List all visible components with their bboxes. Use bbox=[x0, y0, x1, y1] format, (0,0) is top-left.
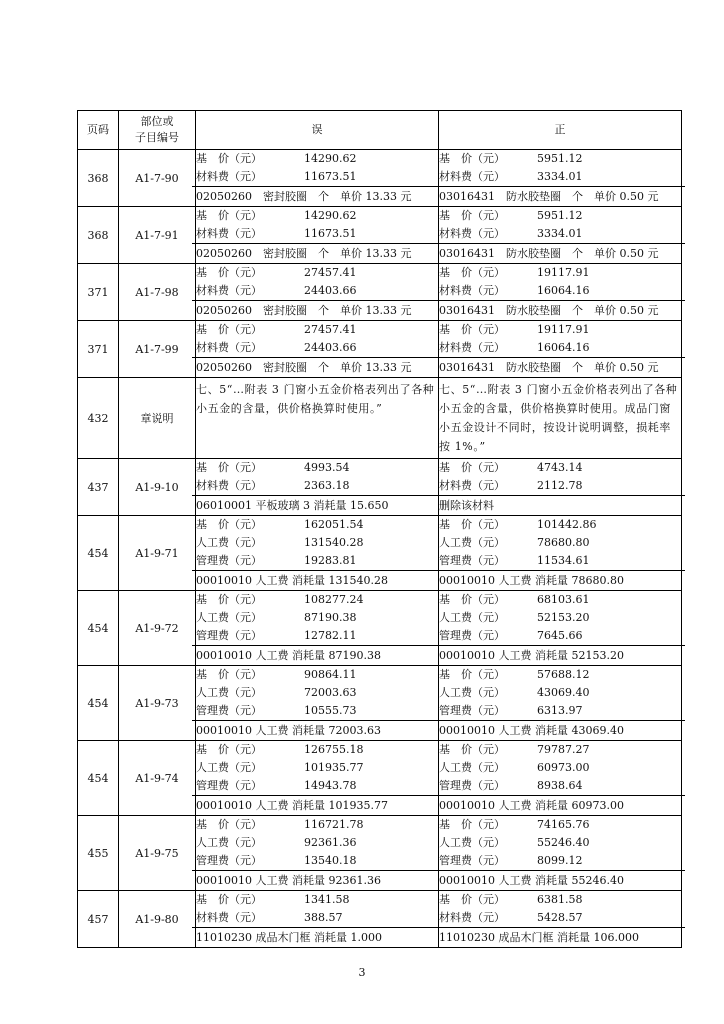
value-amount: 162051.54 bbox=[304, 518, 364, 531]
value-label: 人工费（元） bbox=[196, 536, 262, 549]
page-cell: 371 bbox=[78, 264, 119, 321]
right-material-line: 03016431 防水胶垫圈 个 单价 0.50 元 bbox=[435, 186, 685, 206]
value-amount: 2112.78 bbox=[537, 479, 583, 492]
value-line bbox=[439, 702, 681, 720]
value-amount: 11673.51 bbox=[304, 227, 357, 240]
value-amount: 19283.81 bbox=[304, 554, 357, 567]
page-cell: 454 bbox=[78, 591, 119, 666]
value-label: 材料费（元） bbox=[439, 341, 505, 354]
code-cell: A1-9-75 bbox=[119, 816, 196, 891]
value-line bbox=[439, 891, 681, 909]
value-label: 基 价（元） bbox=[439, 266, 505, 279]
value-amount: 24403.66 bbox=[304, 284, 357, 297]
value-line bbox=[439, 684, 681, 702]
value-label: 基 价（元） bbox=[439, 518, 505, 531]
value-line bbox=[439, 207, 681, 225]
value-amount: 5951.12 bbox=[537, 209, 583, 222]
value-label: 基 价（元） bbox=[439, 668, 505, 681]
value-amount: 16064.16 bbox=[537, 284, 590, 297]
page-cell: 437 bbox=[78, 459, 119, 516]
table-row bbox=[78, 816, 682, 891]
value-label: 人工费（元） bbox=[196, 686, 262, 699]
wrong-material-line: 00010010 人工费 消耗量 101935.77 bbox=[192, 795, 442, 815]
value-line bbox=[439, 852, 681, 870]
wrong-material-line: 02050260 密封胶圈 个 单价 13.33 元 bbox=[192, 357, 442, 377]
value-label: 管理费（元） bbox=[196, 554, 262, 567]
value-line bbox=[439, 816, 681, 834]
value-line bbox=[196, 816, 438, 834]
code-cell: A1-9-71 bbox=[119, 516, 196, 591]
code-cell: A1-9-10 bbox=[119, 459, 196, 516]
value-amount: 87190.38 bbox=[304, 611, 357, 624]
value-line bbox=[196, 264, 438, 282]
value-amount: 14290.62 bbox=[304, 209, 357, 222]
value-amount: 19117.91 bbox=[537, 266, 590, 279]
value-line bbox=[439, 477, 681, 495]
value-line bbox=[439, 759, 681, 777]
wrong-cell bbox=[196, 891, 439, 948]
value-label: 管理费（元） bbox=[439, 704, 505, 717]
value-label: 人工费（元） bbox=[439, 836, 505, 849]
value-label: 人工费（元） bbox=[196, 761, 262, 774]
page-cell: 368 bbox=[78, 150, 119, 207]
value-line bbox=[439, 168, 681, 186]
value-line bbox=[196, 225, 438, 243]
value-label: 管理费（元） bbox=[196, 779, 262, 792]
value-amount: 3334.01 bbox=[537, 170, 583, 183]
right-text: 七、5“…附表 3 门窗小五金价格表列出了各种小五金的含量，供价格换算时使用。成品门窗小五金设计不同时，按设计说明调整，损耗率按 1%。” bbox=[439, 383, 678, 453]
value-line bbox=[196, 168, 438, 186]
value-label: 材料费（元） bbox=[196, 911, 262, 924]
value-line bbox=[196, 282, 438, 300]
table-row bbox=[78, 741, 682, 816]
value-label: 基 价（元） bbox=[439, 743, 505, 756]
value-label: 人工费（元） bbox=[439, 536, 505, 549]
value-label: 基 价（元） bbox=[196, 152, 262, 165]
right-cell bbox=[439, 516, 682, 591]
right-cell bbox=[439, 816, 682, 891]
page-cell: 454 bbox=[78, 516, 119, 591]
value-label: 基 价（元） bbox=[196, 323, 262, 336]
code-cell: A1-7-90 bbox=[119, 150, 196, 207]
page-cell: 457 bbox=[78, 891, 119, 948]
value-amount: 10555.73 bbox=[304, 704, 357, 717]
value-line bbox=[439, 591, 681, 609]
right-cell bbox=[439, 150, 682, 207]
value-line bbox=[439, 627, 681, 645]
wrong-cell bbox=[196, 516, 439, 591]
value-line bbox=[196, 321, 438, 339]
value-line bbox=[439, 834, 681, 852]
value-label: 人工费（元） bbox=[196, 836, 262, 849]
right-cell bbox=[439, 207, 682, 264]
value-amount: 19117.91 bbox=[537, 323, 590, 336]
wrong-material-line: 06010001 平板玻璃 3 消耗量 15.650 bbox=[192, 495, 442, 515]
value-amount: 72003.63 bbox=[304, 686, 357, 699]
value-amount: 27457.41 bbox=[304, 266, 357, 279]
value-line bbox=[196, 609, 438, 627]
value-line bbox=[439, 666, 681, 684]
value-line bbox=[439, 516, 681, 534]
right-material-line: 00010010 人工费 消耗量 52153.20 bbox=[435, 645, 685, 665]
value-amount: 126755.18 bbox=[304, 743, 364, 756]
value-label: 材料费（元） bbox=[439, 284, 505, 297]
table-row bbox=[78, 666, 682, 741]
value-label: 基 价（元） bbox=[196, 461, 262, 474]
value-amount: 8099.12 bbox=[537, 854, 583, 867]
value-line bbox=[439, 264, 681, 282]
value-line bbox=[196, 459, 438, 477]
errata-table bbox=[77, 110, 682, 948]
value-amount: 78680.80 bbox=[537, 536, 590, 549]
wrong-material-line: 00010010 人工费 消耗量 131540.28 bbox=[192, 570, 442, 590]
wrong-cell bbox=[196, 321, 439, 378]
value-label: 基 价（元） bbox=[439, 893, 505, 906]
value-label: 基 价（元） bbox=[439, 323, 505, 336]
wrong-cell bbox=[196, 378, 439, 459]
value-line bbox=[439, 150, 681, 168]
value-amount: 6313.97 bbox=[537, 704, 583, 717]
right-cell bbox=[439, 891, 682, 948]
table-row bbox=[78, 516, 682, 591]
value-amount: 14290.62 bbox=[304, 152, 357, 165]
wrong-text: 七、5“…附表 3 门窗小五金价格表列出了各种小五金的含量，供价格换算时使用。” bbox=[196, 383, 435, 415]
wrong-material-line: 11010230 成品木门框 消耗量 1.000 bbox=[192, 927, 442, 947]
wrong-cell bbox=[196, 816, 439, 891]
page-cell: 432 bbox=[78, 378, 119, 459]
table-row bbox=[78, 591, 682, 666]
right-material-line: 03016431 防水胶垫圈 个 单价 0.50 元 bbox=[435, 243, 685, 263]
value-line bbox=[196, 684, 438, 702]
value-amount: 5428.57 bbox=[537, 911, 583, 924]
value-line bbox=[439, 741, 681, 759]
value-amount: 60973.00 bbox=[537, 761, 590, 774]
right-cell bbox=[439, 321, 682, 378]
value-label: 管理费（元） bbox=[196, 704, 262, 717]
value-amount: 2363.18 bbox=[304, 479, 350, 492]
value-line bbox=[196, 552, 438, 570]
value-line bbox=[196, 702, 438, 720]
value-label: 材料费（元） bbox=[196, 284, 262, 297]
value-line bbox=[439, 552, 681, 570]
page-cell: 454 bbox=[78, 666, 119, 741]
value-line bbox=[196, 534, 438, 552]
value-label: 基 价（元） bbox=[196, 593, 262, 606]
value-amount: 8938.64 bbox=[537, 779, 583, 792]
right-material-line: 03016431 防水胶垫圈 个 单价 0.50 元 bbox=[435, 300, 685, 320]
page-number: 3 bbox=[358, 966, 366, 979]
header-row bbox=[78, 111, 682, 150]
value-label: 人工费（元） bbox=[439, 761, 505, 774]
right-material-line: 00010010 人工费 消耗量 60973.00 bbox=[435, 795, 685, 815]
table-row bbox=[78, 378, 682, 459]
value-label: 基 价（元） bbox=[439, 152, 505, 165]
value-line bbox=[439, 282, 681, 300]
value-line bbox=[196, 150, 438, 168]
value-amount: 4993.54 bbox=[304, 461, 350, 474]
code-cell: 章说明 bbox=[119, 378, 196, 459]
value-amount: 11534.61 bbox=[537, 554, 590, 567]
value-amount: 108277.24 bbox=[304, 593, 364, 606]
code-cell: A1-9-72 bbox=[119, 591, 196, 666]
value-label: 人工费（元） bbox=[439, 611, 505, 624]
value-line bbox=[196, 777, 438, 795]
value-line bbox=[439, 225, 681, 243]
value-label: 材料费（元） bbox=[439, 911, 505, 924]
right-material-line: 00010010 人工费 消耗量 55246.40 bbox=[435, 870, 685, 890]
wrong-material-line: 02050260 密封胶圈 个 单价 13.33 元 bbox=[192, 243, 442, 263]
value-amount: 43069.40 bbox=[537, 686, 590, 699]
value-amount: 57688.12 bbox=[537, 668, 590, 681]
value-line bbox=[196, 891, 438, 909]
value-line bbox=[439, 321, 681, 339]
value-line bbox=[196, 516, 438, 534]
value-label: 基 价（元） bbox=[439, 818, 505, 831]
value-amount: 101935.77 bbox=[304, 761, 364, 774]
value-amount: 388.57 bbox=[304, 911, 343, 924]
page-cell: 455 bbox=[78, 816, 119, 891]
right-material-line: 11010230 成品木门框 消耗量 106.000 bbox=[435, 927, 685, 947]
page-cell: 454 bbox=[78, 741, 119, 816]
value-amount: 4743.14 bbox=[537, 461, 583, 474]
wrong-material-line: 00010010 人工费 消耗量 92361.36 bbox=[192, 870, 442, 890]
value-label: 基 价（元） bbox=[439, 461, 505, 474]
page-cell: 368 bbox=[78, 207, 119, 264]
value-amount: 52153.20 bbox=[537, 611, 590, 624]
value-line bbox=[196, 477, 438, 495]
value-amount: 55246.40 bbox=[537, 836, 590, 849]
value-label: 材料费（元） bbox=[196, 341, 262, 354]
value-label: 基 价（元） bbox=[196, 668, 262, 681]
value-label: 管理费（元） bbox=[439, 779, 505, 792]
table-row bbox=[78, 150, 682, 207]
right-cell bbox=[439, 264, 682, 321]
code-cell: A1-7-98 bbox=[119, 264, 196, 321]
value-label: 材料费（元） bbox=[196, 170, 262, 183]
value-label: 管理费（元） bbox=[439, 854, 505, 867]
value-label: 材料费（元） bbox=[196, 227, 262, 240]
value-label: 材料费（元） bbox=[439, 479, 505, 492]
value-amount: 6381.58 bbox=[537, 893, 583, 906]
value-label: 人工费（元） bbox=[439, 686, 505, 699]
value-amount: 101442.86 bbox=[537, 518, 597, 531]
value-amount: 13540.18 bbox=[304, 854, 357, 867]
wrong-cell bbox=[196, 741, 439, 816]
wrong-cell bbox=[196, 666, 439, 741]
header-wrong: 误 bbox=[196, 111, 439, 150]
code-cell: A1-7-91 bbox=[119, 207, 196, 264]
wrong-material-line: 02050260 密封胶圈 个 单价 13.33 元 bbox=[192, 186, 442, 206]
table-row bbox=[78, 264, 682, 321]
header-page: 页码 bbox=[78, 111, 119, 150]
header-code bbox=[119, 111, 196, 150]
value-label: 基 价（元） bbox=[439, 209, 505, 222]
wrong-cell bbox=[196, 207, 439, 264]
value-line bbox=[196, 591, 438, 609]
value-amount: 90864.11 bbox=[304, 668, 357, 681]
value-line bbox=[196, 834, 438, 852]
table-row bbox=[78, 321, 682, 378]
value-line bbox=[439, 777, 681, 795]
right-material-line: 删除该材料 bbox=[435, 495, 685, 515]
value-label: 基 价（元） bbox=[196, 743, 262, 756]
value-amount: 79787.27 bbox=[537, 743, 590, 756]
value-amount: 131540.28 bbox=[304, 536, 364, 549]
wrong-cell bbox=[196, 150, 439, 207]
value-amount: 116721.78 bbox=[304, 818, 364, 831]
right-material-line: 00010010 人工费 消耗量 43069.40 bbox=[435, 720, 685, 740]
value-label: 材料费（元） bbox=[439, 227, 505, 240]
value-amount: 74165.76 bbox=[537, 818, 590, 831]
value-label: 基 价（元） bbox=[196, 209, 262, 222]
value-line bbox=[439, 534, 681, 552]
header-code-line2: 子目编号 bbox=[135, 131, 179, 144]
value-line bbox=[196, 207, 438, 225]
value-line bbox=[196, 852, 438, 870]
value-line bbox=[439, 339, 681, 357]
wrong-material-line: 02050260 密封胶圈 个 单价 13.33 元 bbox=[192, 300, 442, 320]
value-amount: 68103.61 bbox=[537, 593, 590, 606]
value-label: 人工费（元） bbox=[196, 611, 262, 624]
value-amount: 24403.66 bbox=[304, 341, 357, 354]
value-amount: 14943.78 bbox=[304, 779, 357, 792]
value-line bbox=[196, 666, 438, 684]
right-material-line: 03016431 防水胶垫圈 个 单价 0.50 元 bbox=[435, 357, 685, 377]
code-cell: A1-9-80 bbox=[119, 891, 196, 948]
value-line bbox=[196, 909, 438, 927]
right-cell bbox=[439, 459, 682, 516]
value-label: 材料费（元） bbox=[196, 479, 262, 492]
value-line bbox=[439, 609, 681, 627]
wrong-cell bbox=[196, 459, 439, 516]
right-cell bbox=[439, 741, 682, 816]
value-line bbox=[196, 759, 438, 777]
value-label: 管理费（元） bbox=[439, 554, 505, 567]
value-label: 材料费（元） bbox=[439, 170, 505, 183]
code-cell: A1-9-73 bbox=[119, 666, 196, 741]
value-label: 管理费（元） bbox=[196, 629, 262, 642]
table-body bbox=[78, 150, 682, 948]
right-cell bbox=[439, 591, 682, 666]
right-cell bbox=[439, 666, 682, 741]
right-cell bbox=[439, 378, 682, 459]
value-amount: 7645.66 bbox=[537, 629, 583, 642]
wrong-cell bbox=[196, 591, 439, 666]
value-label: 管理费（元） bbox=[439, 629, 505, 642]
code-cell: A1-9-74 bbox=[119, 741, 196, 816]
value-line bbox=[196, 741, 438, 759]
value-label: 基 价（元） bbox=[196, 266, 262, 279]
value-label: 管理费（元） bbox=[196, 854, 262, 867]
value-amount: 1341.58 bbox=[304, 893, 350, 906]
value-label: 基 价（元） bbox=[196, 818, 262, 831]
table-row bbox=[78, 459, 682, 516]
value-amount: 5951.12 bbox=[537, 152, 583, 165]
value-line bbox=[439, 909, 681, 927]
wrong-material-line: 00010010 人工费 消耗量 87190.38 bbox=[192, 645, 442, 665]
table-row bbox=[78, 207, 682, 264]
value-amount: 3334.01 bbox=[537, 227, 583, 240]
value-line bbox=[196, 627, 438, 645]
header-code-line1: 部位或 bbox=[140, 115, 174, 128]
header-right: 正 bbox=[439, 111, 682, 150]
value-amount: 16064.16 bbox=[537, 341, 590, 354]
value-amount: 92361.36 bbox=[304, 836, 357, 849]
value-label: 基 价（元） bbox=[196, 518, 262, 531]
value-label: 基 价（元） bbox=[439, 593, 505, 606]
value-amount: 11673.51 bbox=[304, 170, 357, 183]
value-line bbox=[439, 459, 681, 477]
wrong-material-line: 00010010 人工费 消耗量 72003.63 bbox=[192, 720, 442, 740]
value-amount: 27457.41 bbox=[304, 323, 357, 336]
right-material-line: 00010010 人工费 消耗量 78680.80 bbox=[435, 570, 685, 590]
wrong-cell bbox=[196, 264, 439, 321]
value-line bbox=[196, 339, 438, 357]
code-cell: A1-7-99 bbox=[119, 321, 196, 378]
value-amount: 12782.11 bbox=[304, 629, 357, 642]
page-cell: 371 bbox=[78, 321, 119, 378]
table-row bbox=[78, 891, 682, 948]
value-label: 基 价（元） bbox=[196, 893, 262, 906]
